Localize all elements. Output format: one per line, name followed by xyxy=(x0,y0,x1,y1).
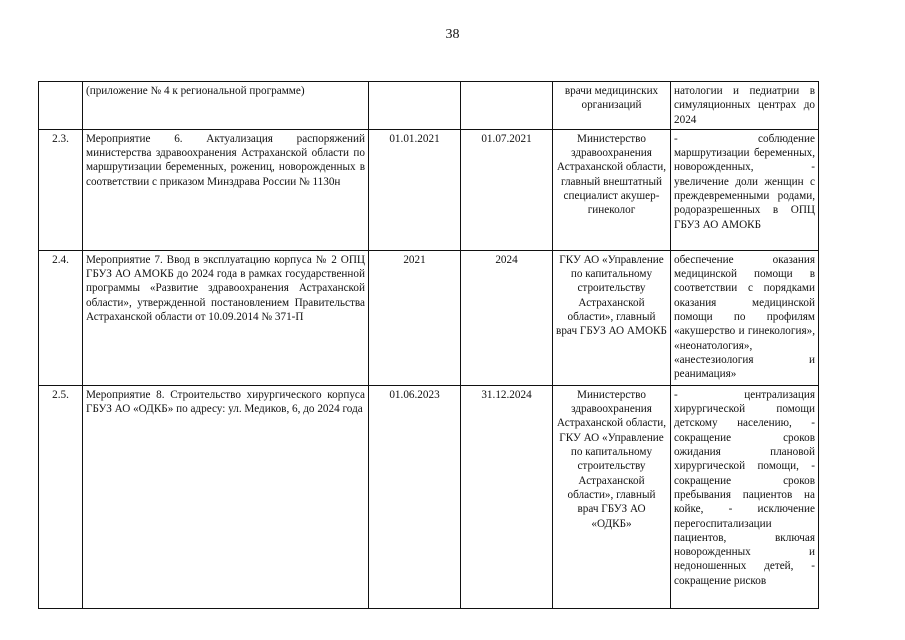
measure-name: (приложение № 4 к региональной программе) xyxy=(83,82,369,130)
responsible: ГКУ АО «Управление по капитальному строительству Астраханской области», главный врач ГБУЗ АО АМОКБ xyxy=(553,250,671,385)
row-number: 2.3. xyxy=(39,129,83,250)
measure-name: Мероприятие 6. Актуализация распоряжений министерства здравоохранения Астраханской области по маршрутизации беременных, рожениц, новорожденных в соответствии с приказом Минздрава России № 1130н xyxy=(83,129,369,250)
result: обеспечение оказания медицинской помощи в соответствии с порядками оказания медицинской помощи по профилям «акушерство и гинекология», «неонатология», «анестезиология и реанимация» xyxy=(671,250,819,385)
table-row xyxy=(39,385,819,608)
row-number: 2.5. xyxy=(39,385,83,608)
row-number xyxy=(39,82,83,130)
responsible: Министерство здравоохранения Астраханской области, ГКУ АО «Управление по капитальному строительству Астраханской области», главный врач ГБУЗ АО «ОДКБ» xyxy=(553,385,671,608)
row-number: 2.4. xyxy=(39,250,83,385)
table-row xyxy=(39,129,819,250)
result: - централизация хирургической помощи детскому населению, - сокращение сроков ожидания плановой хирургической помощи, - сокращение сроков пребывания пациентов на койке, - исключение перегоспитализации пациентов, включая новорожденных и недоношенных детей, - сокращение рисков xyxy=(671,385,819,608)
start-date: 2021 xyxy=(369,250,461,385)
page-number: 38 xyxy=(445,27,460,42)
start-date xyxy=(369,82,461,130)
measure-name: Мероприятие 8. Строительство хирургического корпуса ГБУЗ АО «ОДКБ» по адресу: ул. Медиков, 6, до 2024 года xyxy=(83,385,369,608)
end-date xyxy=(461,82,553,130)
responsible: Министерство здравоохранения Астраханской области, главный внештатный специалист акушер-гинеколог xyxy=(553,129,671,250)
end-date: 31.12.2024 xyxy=(461,385,553,608)
measures-table xyxy=(38,81,819,609)
start-date: 01.01.2021 xyxy=(369,129,461,250)
start-date: 01.06.2023 xyxy=(369,385,461,608)
table-row xyxy=(39,82,819,130)
responsible: врачи медицинских организаций xyxy=(553,82,671,130)
measure-name: Мероприятие 7. Ввод в эксплуатацию корпуса № 2 ОПЦ ГБУЗ АО АМОКБ до 2024 года в рамках государственной программы «Развитие здравоохранения Астраханской области», утвержденной постановлением Правительства Астраханской области от 10.09.2014 № 371-П xyxy=(83,250,369,385)
result: - соблюдение маршрутизации беременных, новорожденных, - увеличение доли женщин с преждевременными родами, родоразрешенных в ОПЦ ГБУЗ АО АМОКБ xyxy=(671,129,819,250)
end-date: 01.07.2021 xyxy=(461,129,553,250)
table-row xyxy=(39,250,819,385)
end-date: 2024 xyxy=(461,250,553,385)
result: натологии и педиатрии в симуляционных центрах до 2024 xyxy=(671,82,819,130)
